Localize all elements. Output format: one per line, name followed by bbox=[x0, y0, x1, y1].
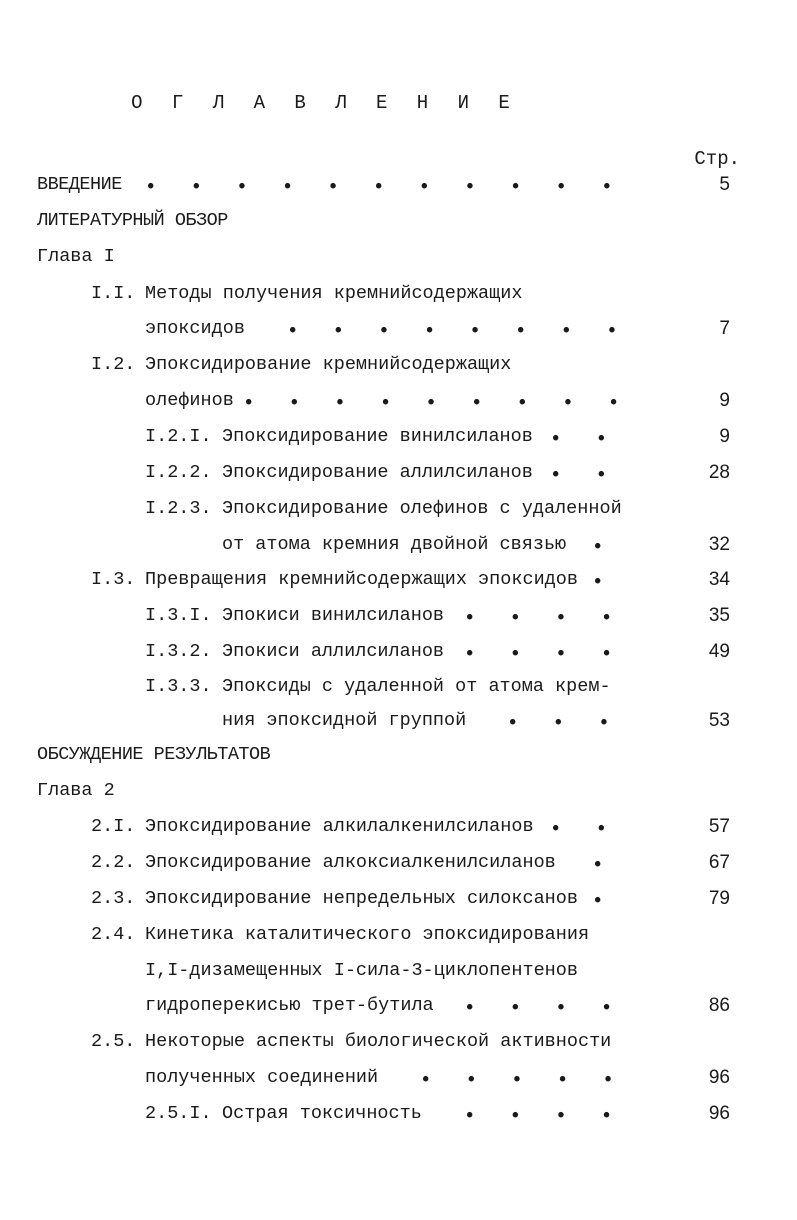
toc-entry-number: I.2.2. bbox=[145, 462, 212, 483]
leader-dots: • • • • • • • • • bbox=[243, 392, 620, 414]
toc-page-number: 53 bbox=[708, 710, 730, 731]
toc-entry-number: 2.5.I. bbox=[145, 1103, 212, 1124]
toc-entry-text: Острая токсичность bbox=[222, 1103, 422, 1124]
toc-entry-number: 2.5. bbox=[91, 1031, 136, 1052]
leader-dots: • • • • • • • • bbox=[287, 320, 618, 342]
toc-entry-number: I.2.3. bbox=[145, 498, 212, 519]
page-column-header: Стр. bbox=[694, 148, 740, 170]
toc-page-number: 96 bbox=[708, 1067, 730, 1088]
leader-dots: • • • • bbox=[464, 997, 613, 1019]
toc-chapter-heading: Глава 2 bbox=[37, 780, 115, 801]
toc-entry-text: полученных соединений bbox=[145, 1067, 379, 1088]
toc-entry-text: от атома кремния двойной связью bbox=[222, 534, 567, 555]
toc-page-number: 5 bbox=[719, 174, 730, 195]
toc-entry-text: Эпоксидирование алкилалкенилсиланов bbox=[145, 816, 534, 837]
toc-entry-text: Эпоксидирование непредельных силоксанов bbox=[145, 888, 578, 909]
leader-dots: • • • • bbox=[464, 643, 613, 665]
toc-page-number: 79 bbox=[708, 888, 730, 909]
toc-entry-number: I.3. bbox=[91, 569, 136, 590]
toc-entry-text: эпоксидов bbox=[145, 318, 245, 339]
leader-dots: • • bbox=[550, 818, 608, 840]
toc-section-results-discussion: ОБСУЖДЕНИЕ РЕЗУЛЬТАТОВ bbox=[37, 744, 271, 765]
toc-entry-text: Эпоксиды с удаленной от атома крем- bbox=[222, 676, 611, 697]
toc-entry-number: 2.3. bbox=[91, 888, 136, 909]
toc-page-number: 32 bbox=[708, 534, 730, 555]
toc-page-number: 57 bbox=[708, 816, 730, 837]
toc-entry-text: Кинетика каталитического эпоксидирования bbox=[145, 924, 590, 945]
toc-entry-text: Эпоксидирование алкоксиалкенилсиланов bbox=[145, 852, 556, 873]
toc-entry-introduction: ВВЕДЕНИЕ bbox=[37, 174, 122, 195]
leader-dots: • • • • bbox=[464, 607, 613, 629]
toc-page-number: 34 bbox=[708, 569, 730, 590]
leader-dots: • • • • • bbox=[420, 1069, 614, 1091]
toc-page-number: 86 bbox=[708, 995, 730, 1016]
toc-entry-number: I.2.I. bbox=[145, 426, 212, 447]
toc-entry-text: Эпоксидирование кремнийсодержащих bbox=[145, 354, 512, 375]
leader-dots: • • • • • • • • • • • bbox=[145, 176, 613, 198]
leader-dots: • bbox=[592, 571, 604, 593]
toc-page-number: 67 bbox=[708, 852, 730, 873]
toc-page-number: 96 bbox=[708, 1103, 730, 1124]
toc-entry-text: Некоторые аспекты биологической активности bbox=[145, 1031, 612, 1052]
toc-entry-text: Эпокиси винилсиланов bbox=[222, 605, 445, 626]
toc-entry-text: олефинов bbox=[145, 390, 234, 411]
toc-entry-text: Превращения кремнийсодержащих эпоксидов bbox=[145, 569, 578, 590]
toc-entry-text: гидроперекисью трет-бутила bbox=[145, 995, 434, 1016]
leader-dots: • bbox=[592, 536, 604, 558]
toc-entry-text: ния эпоксидной группой bbox=[222, 710, 467, 731]
toc-entry-text: Эпоксидирование олефинов с удаленной bbox=[222, 498, 622, 519]
toc-entry-text: Эпоксидирование винилсиланов bbox=[222, 426, 533, 447]
toc-entry-text: Методы получения кремнийсодержащих bbox=[145, 283, 523, 304]
page-title: О Г Л А В Л Е Н И Е bbox=[131, 92, 519, 114]
toc-entry-number: I.3.2. bbox=[145, 641, 212, 662]
toc-entry-text: Эпоксидирование аллилсиланов bbox=[222, 462, 533, 483]
toc-entry-number: 2.I. bbox=[91, 816, 136, 837]
leader-dots: • bbox=[592, 890, 604, 912]
toc-page-number: 9 bbox=[719, 390, 730, 411]
leader-dots: • bbox=[592, 854, 604, 876]
leader-dots: • • bbox=[550, 464, 608, 486]
toc-page-number: 28 bbox=[708, 462, 730, 483]
leader-dots: • • • bbox=[507, 712, 610, 734]
toc-entry-number: I.3.3. bbox=[145, 676, 212, 697]
toc-entry-text: I,I-дизамещенных I-сила-3-циклопентенов bbox=[145, 960, 578, 981]
toc-entry-number: 2.2. bbox=[91, 852, 136, 873]
toc-entry-number: 2.4. bbox=[91, 924, 136, 945]
toc-entry-number: I.2. bbox=[91, 354, 136, 375]
toc-page-number: 35 bbox=[708, 605, 730, 626]
toc-entry-number: I.3.I. bbox=[145, 605, 212, 626]
leader-dots: • • • • bbox=[464, 1105, 613, 1127]
toc-section-literature-review: ЛИТЕРАТУРНЫЙ ОБЗОР bbox=[37, 210, 228, 231]
toc-page-number: 7 bbox=[719, 318, 730, 339]
toc-chapter-heading: Глава I bbox=[37, 246, 115, 267]
leader-dots: • • bbox=[550, 428, 608, 450]
toc-page-number: 9 bbox=[719, 426, 730, 447]
toc-entry-number: I.I. bbox=[91, 283, 136, 304]
toc-entry-text: Эпокиси аллилсиланов bbox=[222, 641, 445, 662]
toc-page-number: 49 bbox=[708, 641, 730, 662]
